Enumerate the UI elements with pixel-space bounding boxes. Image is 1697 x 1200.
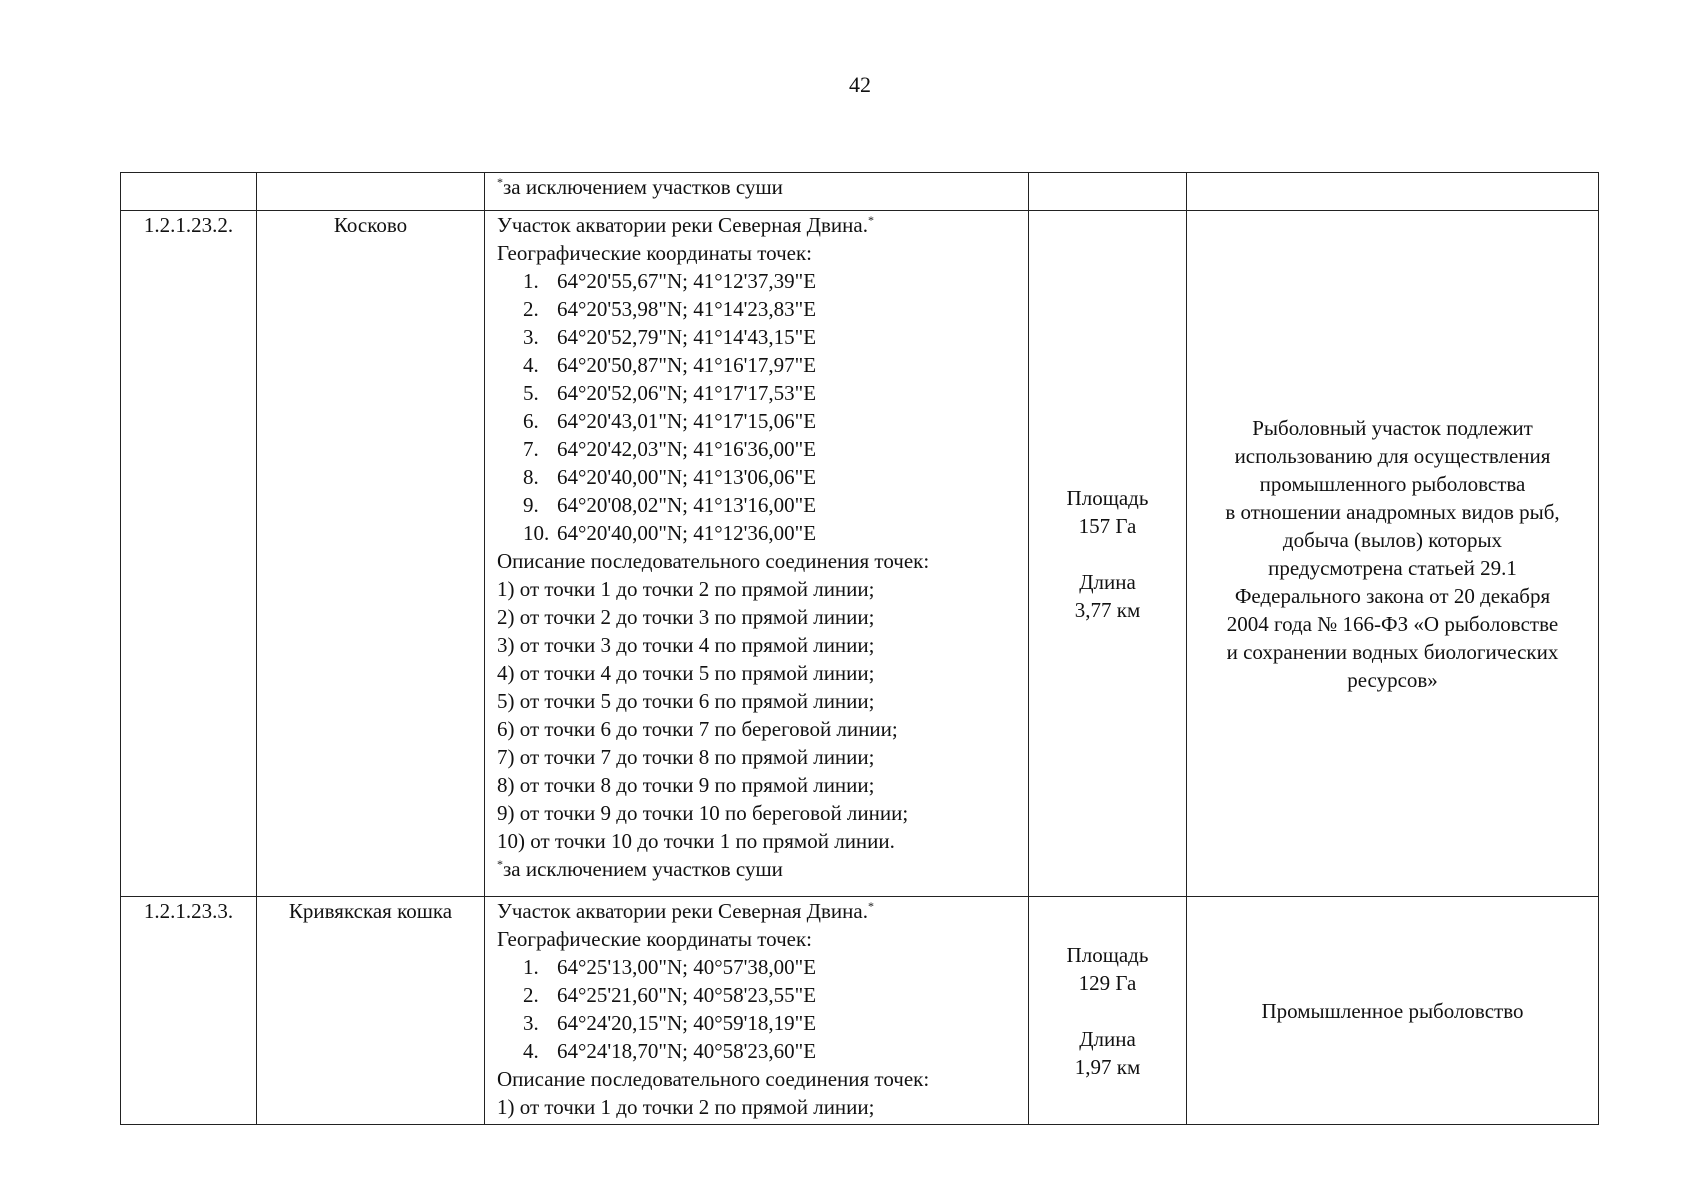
length-value: 3,77 км [1074, 597, 1141, 622]
cell-size [1029, 897, 1187, 1125]
footnote-note: *за исключением участков суши [497, 857, 783, 881]
coordinate-index: 10. [523, 521, 550, 545]
coordinate-index: 7. [523, 437, 539, 461]
length-label: Длина [1079, 1026, 1136, 1051]
table-row-continuation [121, 173, 1599, 211]
text-line: 5) от точки 5 до точки 6 по прямой линии; [497, 689, 875, 713]
cell-name [257, 897, 485, 1125]
coordinate-value: 64°20'42,03"N; 41°16'36,00"E [557, 437, 817, 461]
coordinate-item [497, 379, 1024, 407]
text-line: ресурсов» [1347, 667, 1438, 692]
coordinate-index: 2. [523, 983, 539, 1007]
footnote-note: *за исключением участков суши [497, 175, 783, 199]
coordinate-item [497, 351, 1024, 379]
text-line: 1) от точки 1 до точки 2 по прямой линии; [497, 577, 875, 601]
fishing-areas-table [120, 172, 1599, 1125]
coordinate-value: 64°24'20,15"N; 40°59'18,19"E [557, 1011, 817, 1035]
area-value: 129 Га [1078, 970, 1137, 995]
cell-name [257, 211, 485, 897]
coordinate-item [497, 491, 1024, 519]
coords-list [497, 953, 1024, 1065]
text-line: в отношении анадромных видов рыб, [1225, 499, 1560, 524]
coordinate-index: 4. [523, 353, 539, 377]
purpose-text [1191, 414, 1594, 694]
cell-purpose [1187, 897, 1599, 1125]
cell-name [257, 173, 485, 211]
coordinate-item [497, 267, 1024, 295]
coords-header: Географические координаты точек: [497, 927, 812, 951]
area-label: Площадь [1066, 942, 1149, 967]
cell-purpose [1187, 211, 1599, 897]
coordinate-index: 2. [523, 297, 539, 321]
coordinate-index: 1. [523, 269, 539, 293]
area-name: Кривякская кошка [288, 899, 453, 923]
coordinate-value: 64°20'43,01"N; 41°17'15,06"E [557, 409, 817, 433]
coordinate-value: 64°20'40,00"N; 41°12'36,00"E [557, 521, 817, 545]
coordinate-item [497, 981, 1024, 1009]
coordinate-index: 6. [523, 409, 539, 433]
cell-number [121, 173, 257, 211]
text-line: добыча (вылов) которых [1282, 527, 1503, 552]
text-line: использованию для осуществления [1234, 443, 1551, 468]
area-number: 1.2.1.23.3. [143, 899, 234, 923]
coordinate-item [497, 463, 1024, 491]
cell-description [485, 211, 1029, 897]
text-line: 2004 года № 166-ФЗ «О рыболовстве [1226, 611, 1559, 636]
purpose-text: Промышленное рыболовство [1261, 998, 1524, 1023]
coordinate-index: 5. [523, 381, 539, 405]
coordinate-item [497, 323, 1024, 351]
coords-list [497, 267, 1024, 547]
text-line: 1) от точки 1 до точки 2 по прямой линии; [497, 1095, 875, 1119]
coordinate-index: 3. [523, 325, 539, 349]
coordinate-value: 64°25'21,60"N; 40°58'23,55"E [557, 983, 817, 1007]
coordinate-index: 8. [523, 465, 539, 489]
coordinate-value: 64°20'52,79"N; 41°14'43,15"E [557, 325, 817, 349]
coordinate-value: 64°20'08,02"N; 41°13'16,00"E [557, 493, 817, 517]
area-value: 157 Га [1078, 513, 1137, 538]
text-line: 9) от точки 9 до точки 10 по береговой линии; [497, 801, 909, 825]
text-line: 10) от точки 10 до точки 1 по прямой линии. [497, 829, 895, 853]
coordinate-index: 4. [523, 1039, 539, 1063]
length-value: 1,97 км [1074, 1054, 1141, 1079]
coordinate-value: 64°20'52,06"N; 41°17'17,53"E [557, 381, 817, 405]
page-number: 42 [849, 72, 871, 97]
area-title: Участок акватории реки Северная Двина.* [497, 899, 874, 923]
coordinate-item [497, 1009, 1024, 1037]
area-number: 1.2.1.23.2. [143, 213, 234, 237]
cell-description [485, 173, 1029, 211]
coordinate-index: 3. [523, 1011, 539, 1035]
cell-description [485, 897, 1029, 1125]
coordinate-value: 64°20'40,00"N; 41°13'06,06"E [557, 465, 817, 489]
coordinate-item [497, 435, 1024, 463]
area-label: Площадь [1066, 485, 1149, 510]
coordinate-value: 64°20'55,67"N; 41°12'37,39"E [557, 269, 817, 293]
cell-size [1029, 173, 1187, 211]
coordinate-item [497, 953, 1024, 981]
text-line: 3) от точки 3 до точки 4 по прямой линии; [497, 633, 875, 657]
cell-number [121, 897, 257, 1125]
connection-header: Описание последовательного соединения точек: [497, 1067, 930, 1091]
text-line: предусмотрена статьей 29.1 [1268, 555, 1517, 580]
connections-list [497, 575, 1024, 855]
text-line: 2) от точки 2 до точки 3 по прямой линии; [497, 605, 875, 629]
coordinate-value: 64°24'18,70"N; 40°58'23,60"E [557, 1039, 817, 1063]
text-line: Рыболовный участок подлежит [1252, 415, 1533, 440]
coordinate-index: 1. [523, 955, 539, 979]
cell-number [121, 211, 257, 897]
text-line: промышленного рыболовства [1259, 471, 1526, 496]
coordinate-item [497, 519, 1024, 547]
connections-list [497, 1093, 1024, 1121]
coordinate-value: 64°20'50,87"N; 41°16'17,97"E [557, 353, 817, 377]
text-line: и сохранении водных биологических [1226, 639, 1559, 664]
table-row [121, 897, 1599, 1125]
coordinate-item [497, 1037, 1024, 1065]
cell-size [1029, 211, 1187, 897]
text-line: 6) от точки 6 до точки 7 по береговой линии; [497, 717, 898, 741]
text-line: 7) от точки 7 до точки 8 по прямой линии; [497, 745, 875, 769]
area-title: Участок акватории реки Северная Двина.* [497, 213, 874, 237]
coordinate-index: 9. [523, 493, 539, 517]
coordinate-value: 64°25'13,00"N; 40°57'38,00"E [557, 955, 817, 979]
coordinate-item [497, 407, 1024, 435]
text-line: Федерального закона от 20 декабря [1234, 583, 1551, 608]
footnote-mark: * [497, 175, 503, 189]
coordinate-value: 64°20'53,98"N; 41°14'23,83"E [557, 297, 817, 321]
connection-header: Описание последовательного соединения точек: [497, 549, 930, 573]
coordinate-item [497, 295, 1024, 323]
coords-header: Географические координаты точек: [497, 241, 812, 265]
area-name: Косково [333, 213, 408, 237]
length-label: Длина [1079, 569, 1136, 594]
table-row [121, 211, 1599, 897]
cell-purpose [1187, 173, 1599, 211]
text-line: 4) от точки 4 до точки 5 по прямой линии; [497, 661, 875, 685]
text-line: 8) от точки 8 до точки 9 по прямой линии; [497, 773, 875, 797]
